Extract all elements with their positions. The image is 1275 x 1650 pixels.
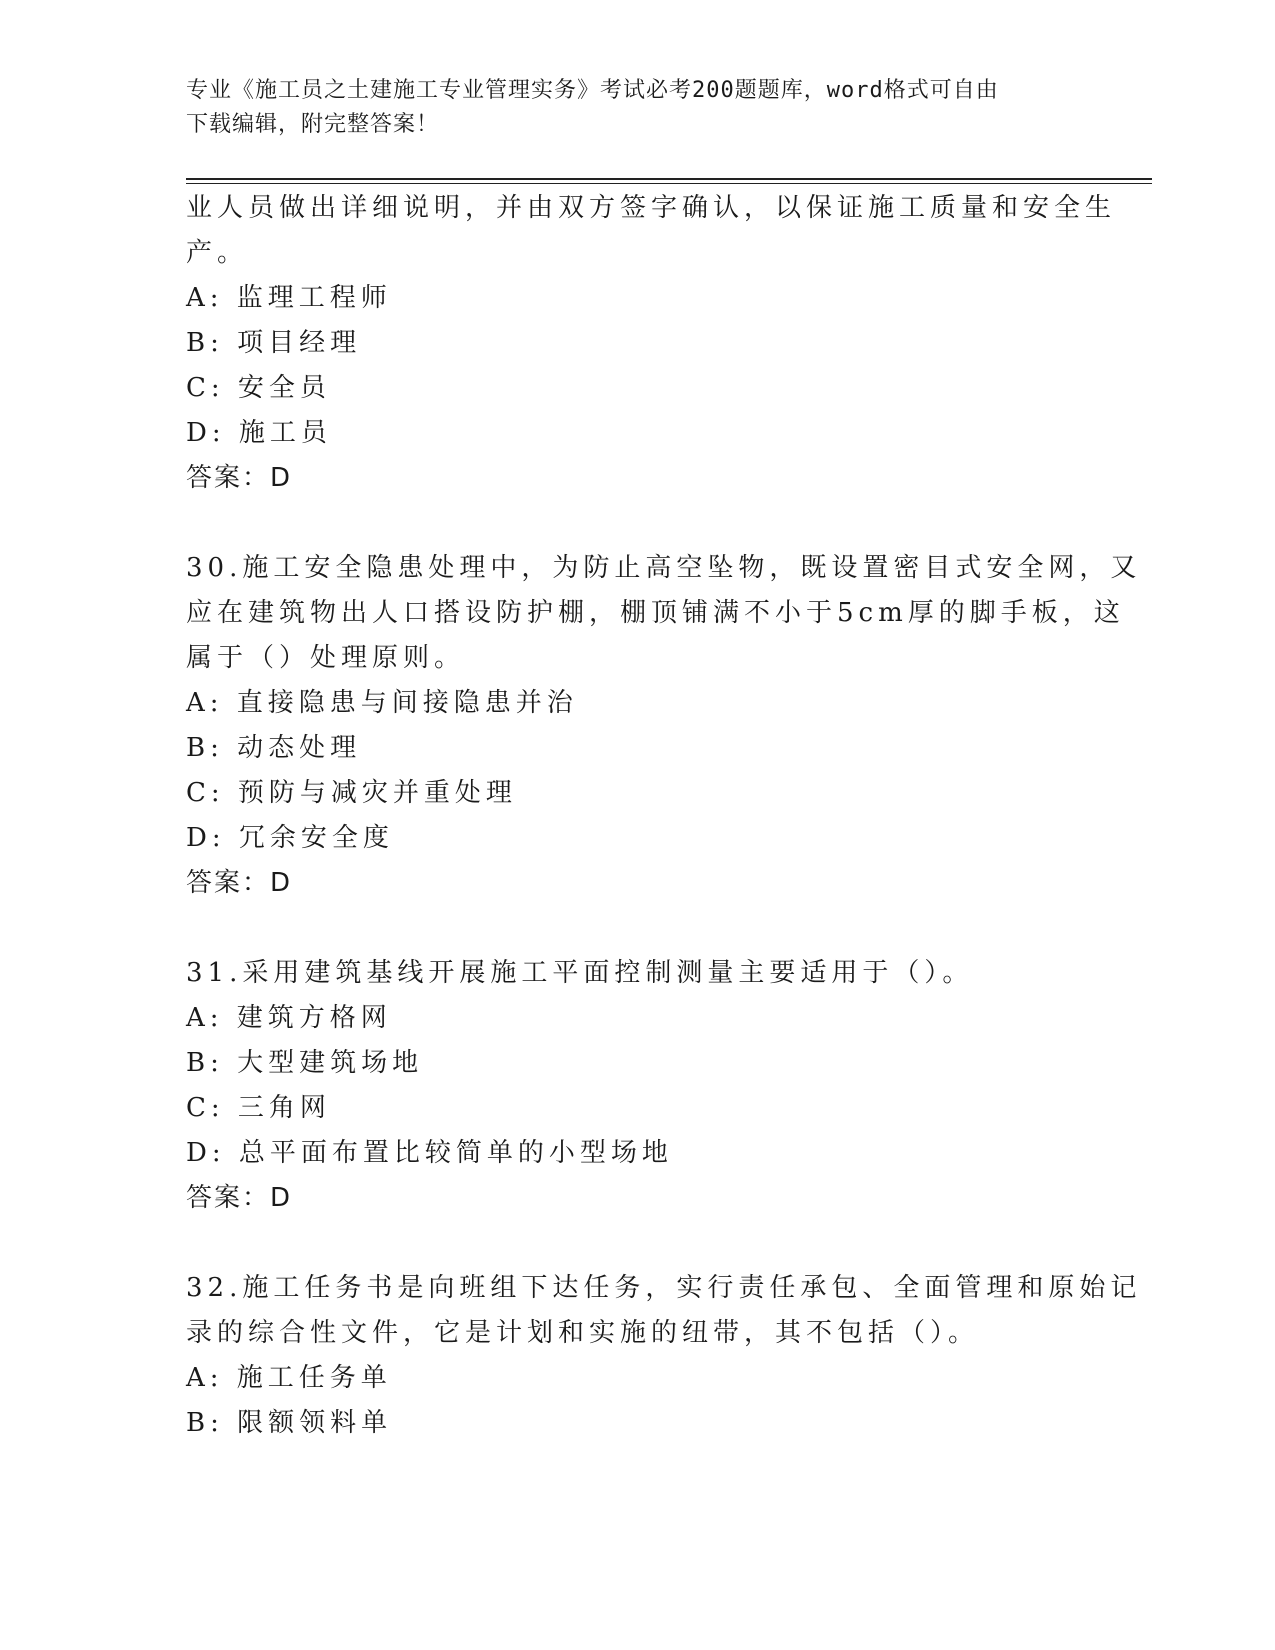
document-body: [186, 186, 1142, 1446]
option-b: B: 动态处理: [186, 733, 362, 763]
question-text-line: 32.施工任务书是向班组下达任务，实行责任承包、全面管理和原始记: [186, 1273, 1142, 1303]
question-30: [186, 546, 1142, 906]
spacer: [186, 906, 1086, 951]
question-text-line: 业人员做出详细说明，并由双方签字确认，以保证施工质量和安全生: [186, 193, 1117, 223]
option-b: B: 项目经理: [186, 328, 362, 358]
spacer: [186, 501, 1086, 546]
option-a: A: 建筑方格网: [186, 1003, 392, 1033]
question-text-line: 应在建筑物出人口搭设防护棚，棚顶铺满不小于5cm厚的脚手板，这: [186, 598, 1125, 628]
header-line-1: 专业《施工员之土建施工专业管理实务》考试必考200题题库，word格式可自由: [186, 78, 999, 103]
option-d: D: 总平面布置比较简单的小型场地: [186, 1138, 673, 1168]
option-a: A: 直接隐患与间接隐患并治: [186, 688, 578, 718]
question-32: [186, 1266, 1142, 1446]
answer: 答案：D: [186, 463, 293, 493]
spacer: [186, 1221, 1086, 1266]
option-a: A: 监理工程师: [186, 283, 392, 313]
header-line-2: 下载编辑，附完整答案！: [186, 112, 440, 137]
question-text-line: 属于（）处理原则。: [186, 643, 466, 673]
answer: 答案：D: [186, 868, 293, 898]
document-header: [186, 74, 1066, 142]
option-d: D: 施工员: [186, 418, 332, 448]
option-c: C: 预防与减灾并重处理: [186, 778, 517, 808]
option-b: B: 限额领料单: [186, 1408, 393, 1438]
question-text-line: 30.施工安全隐患处理中，为防止高空坠物，既设置密目式安全网，又: [186, 553, 1142, 583]
question-text-line: 产。: [186, 238, 249, 268]
option-c: C: 安全员: [186, 373, 331, 403]
option-b: B: 大型建筑场地: [186, 1048, 424, 1078]
answer: 答案：D: [186, 1183, 293, 1213]
question-31: [186, 951, 1086, 1221]
question-29-continuation: [186, 186, 1117, 501]
option-d: D: 冗余安全度: [186, 823, 394, 853]
header-divider-bottom: [186, 183, 1152, 184]
option-c: C: 三角网: [186, 1093, 331, 1123]
question-text-line: 录的综合性文件，它是计划和实施的纽带，其不包括（）。: [186, 1318, 980, 1348]
header-divider-top: [186, 178, 1152, 180]
question-text-line: 31.采用建筑基线开展施工平面控制测量主要适用于（）。: [186, 958, 974, 988]
option-a: A: 施工任务单: [186, 1363, 392, 1393]
